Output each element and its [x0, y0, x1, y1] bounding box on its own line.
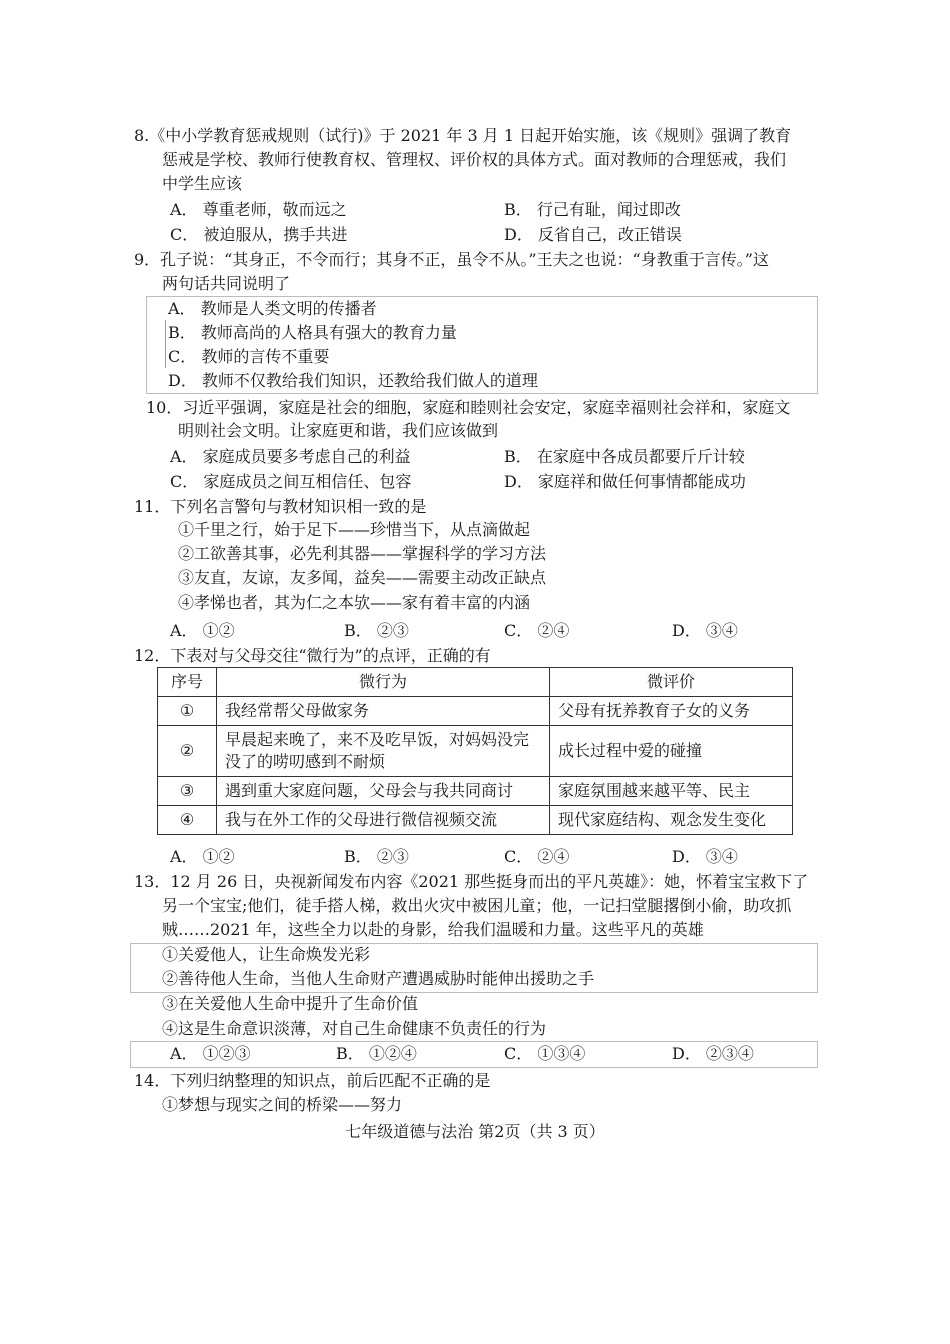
- q10-option-c: C． 家庭成员之间互相信任、包容: [170, 472, 412, 491]
- table-row: [158, 726, 793, 777]
- table-row: [158, 697, 793, 726]
- q10-stem-line-1: 10．习近平强调，家庭是社会的细胞，家庭和睦则社会安定，家庭幸福则社会祥和，家庭文: [146, 398, 791, 417]
- table-row: [158, 777, 793, 806]
- q9-stem-line-1: 9．孔子说：“其身正，不令而行；其身不正，虽令不从。”王夫之也说：“身教重于言传。”这: [134, 250, 769, 269]
- q13-item-2: ②善待他人生命，当他人生命财产遭遇威胁时能伸出援助之手: [162, 969, 595, 988]
- q8-option-b: B． 行己有耻，闻过即改: [504, 200, 681, 219]
- q12-option-d: D． ③④: [672, 847, 738, 866]
- q13-item-3: ③在关爱他人生命中提升了生命价值: [162, 994, 419, 1013]
- table-row: [158, 806, 793, 835]
- row-eval: 父母有抚养教育子女的义务: [550, 697, 793, 726]
- row-act: 我与在外工作的父母进行微信视频交流: [217, 806, 550, 835]
- q12-option-b: B． ②③: [344, 847, 409, 866]
- header-no: 序号: [158, 668, 217, 697]
- q8-stem-line-2: 惩戒是学校、教师行使教育权、管理权、评价权的具体方式。面对教师的合理惩戒，我们: [162, 150, 787, 169]
- q8-stem-line-1: 8.《中小学教育惩戒规则（试行)》于 2021 年 3 月 1 日起开始实施，该《规则》强调了教育: [134, 126, 792, 145]
- q12-table: [157, 667, 793, 835]
- q8-option-c: C． 被迫服从，携手共进: [170, 225, 348, 244]
- q9-option-c: C． 教师的言传不重要: [168, 347, 330, 366]
- q9-option-d: D． 教师不仅教给我们知识，还教给我们做人的道理: [168, 371, 538, 390]
- q10-option-a: A． 家庭成员要多考虑自己的利益: [170, 447, 411, 466]
- q10-stem-line-2: 明则社会文明。让家庭更和谐，我们应该做到: [178, 421, 499, 440]
- row-no: ②: [158, 726, 217, 777]
- q13-option-d: D． ②③④: [672, 1044, 754, 1063]
- header-act: 微行为: [217, 668, 550, 697]
- q12-option-c: C． ②④: [504, 847, 570, 866]
- q13-stem-line-1: 13．12 月 26 日，央视新闻发布内容《2021 那些挺身而出的平凡英雄》：她，怀着宝宝救下了: [134, 872, 809, 891]
- page-footer: 七年级道德与法治 第2页（共 3 页）: [345, 1122, 605, 1141]
- q11-option-c: C． ②④: [504, 621, 570, 640]
- q13-item-4: ④这是生命意识淡薄，对自己生命健康不负责任的行为: [162, 1019, 547, 1038]
- q14-item-1: ①梦想与现实之间的桥梁——努力: [162, 1095, 403, 1114]
- table-header-row: [158, 668, 793, 697]
- q11-option-a: A． ①②: [170, 621, 235, 640]
- q13-option-c: C． ①③④: [504, 1044, 586, 1063]
- q8-option-a: A． 尊重老师，敬而远之: [170, 200, 347, 219]
- q8-option-d: D． 反省自己，改正错误: [504, 225, 682, 244]
- q8-stem-line-3: 中学生应该: [162, 174, 243, 193]
- q11-item-4: ④孝悌也者，其为仁之本欤——家有着丰富的内涵: [178, 593, 531, 612]
- q13-item-1: ①关爱他人，让生命焕发光彩: [162, 945, 371, 964]
- q11-item-3: ③友直，友谅，友多闻，益矣——需要主动改正缺点: [178, 568, 547, 587]
- q12-option-a: A． ①②: [170, 847, 235, 866]
- q11-option-d: D． ③④: [672, 621, 738, 640]
- row-no: ①: [158, 697, 217, 726]
- q11-stem: 11．下列名言警句与教材知识相一致的是: [134, 497, 427, 516]
- row-act: 我经常帮父母做家务: [217, 697, 550, 726]
- q12-stem: 12．下表对与父母交往“微行为”的点评，正确的有: [134, 646, 491, 665]
- q9-options-bracket: [165, 320, 166, 368]
- q13-option-b: B． ①②④: [336, 1044, 417, 1063]
- q13-stem-line-3: 贼……2021 年，这些全力以赴的身影，给我们温暖和力量。这些平凡的英雄: [162, 920, 704, 939]
- q13-option-a: A． ①②③: [170, 1044, 251, 1063]
- q11-option-b: B． ②③: [344, 621, 409, 640]
- row-act: 遇到重大家庭问题，父母会与我共同商讨: [217, 777, 550, 806]
- q13-stem-line-2: 另一个宝宝;他们，徒手搭人梯，救出火灾中被困儿童；他，一记扫堂腿撂倒小偷，助攻抓: [162, 896, 792, 915]
- header-eval: 微评价: [550, 668, 793, 697]
- q14-stem: 14．下列归纳整理的知识点，前后匹配不正确的是: [134, 1071, 491, 1090]
- q10-option-d: D． 家庭祥和做任何事情都能成功: [504, 472, 746, 491]
- row-no: ③: [158, 777, 217, 806]
- q11-item-1: ①千里之行，始于足下——珍惜当下，从点滴做起: [178, 520, 531, 539]
- q9-option-a: A． 教师是人类文明的传播者: [168, 299, 377, 318]
- row-eval: 现代家庭结构、观念发生变化: [550, 806, 793, 835]
- q9-option-b: B． 教师高尚的人格具有强大的教育力量: [168, 323, 457, 342]
- q11-item-2: ②工欲善其事，必先利其器——掌握科学的学习方法: [178, 544, 547, 563]
- row-eval: 成长过程中爱的碰撞: [550, 726, 793, 777]
- q10-option-b: B． 在家庭中各成员都要斤斤计较: [504, 447, 745, 466]
- row-no: ④: [158, 806, 217, 835]
- q9-stem-line-2: 两句话共同说明了: [162, 274, 291, 293]
- row-eval: 家庭氛围越来越平等、民主: [550, 777, 793, 806]
- row-act: 早晨起来晚了，来不及吃早饭，对妈妈没完没了的唠叨感到不耐烦: [217, 726, 550, 777]
